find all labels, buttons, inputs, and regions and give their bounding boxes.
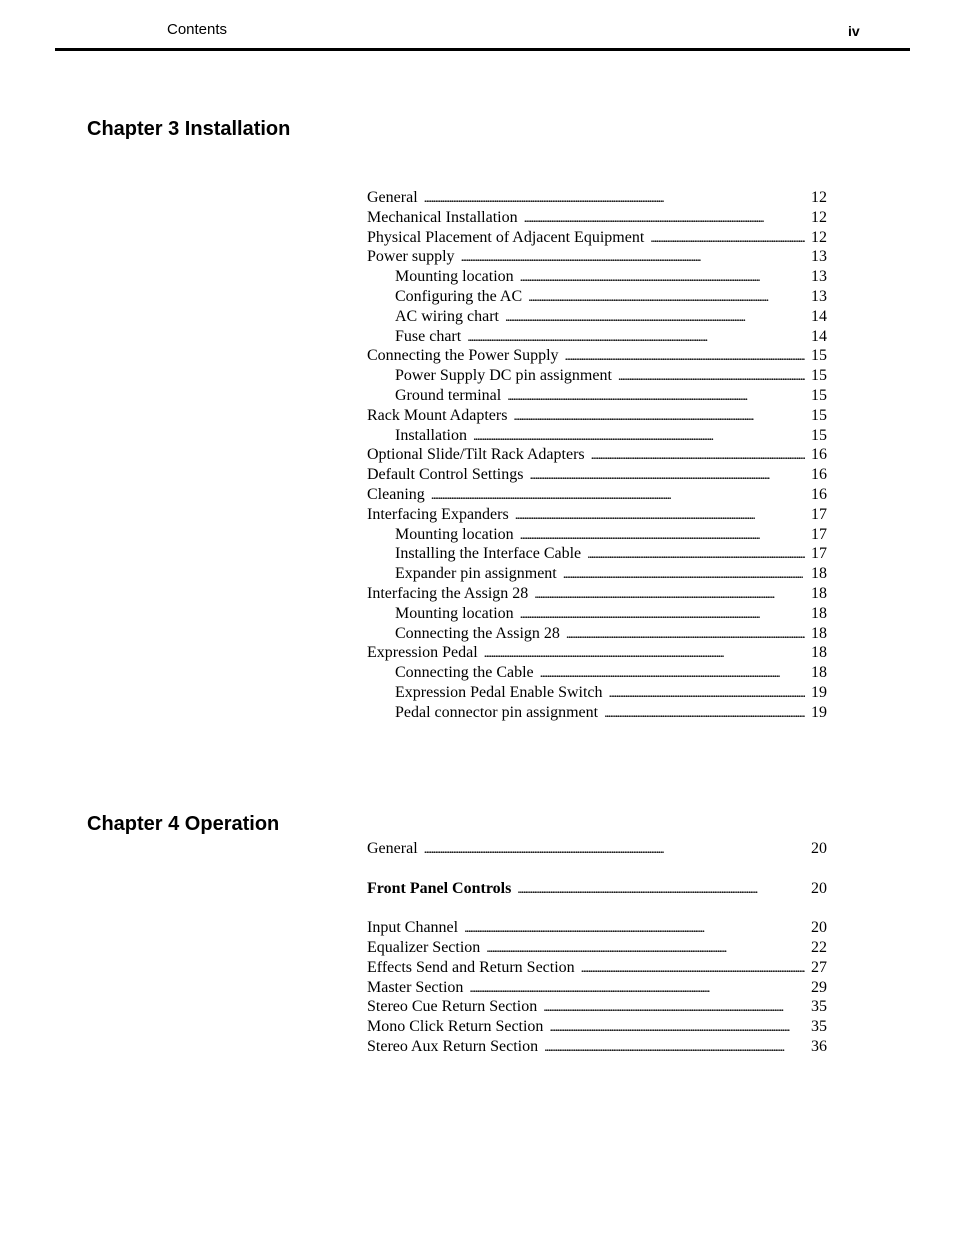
toc-entry-label: Equalizer Section xyxy=(367,938,481,956)
toc-entry[interactable] xyxy=(367,307,827,327)
toc-entry[interactable] xyxy=(367,445,827,465)
toc-entry-page: 14 xyxy=(811,327,827,345)
dot-leader xyxy=(644,228,805,249)
dot-leader xyxy=(518,208,805,229)
toc-entry[interactable] xyxy=(367,938,827,958)
toc-entry[interactable] xyxy=(367,624,827,644)
toc-entry-page: 17 xyxy=(811,545,827,563)
dot-leader xyxy=(522,287,805,308)
toc-entry-page: 16 xyxy=(811,466,827,484)
toc-entry-page: 29 xyxy=(811,978,827,996)
toc-entry[interactable] xyxy=(367,208,827,228)
dot-leader xyxy=(514,267,805,288)
header-rule xyxy=(55,48,910,51)
toc-entry-label: Ground terminal xyxy=(395,386,502,404)
chapter-3-toc xyxy=(367,188,827,723)
dot-leader xyxy=(560,624,805,645)
toc-entry[interactable] xyxy=(367,1037,827,1057)
toc-entry-label: Connecting the Assign 28 xyxy=(395,624,560,642)
toc-entry-label: Master Section xyxy=(367,978,464,996)
toc-entry-label: Cleaning xyxy=(367,485,425,503)
dot-leader xyxy=(514,525,805,546)
toc-entry-page: 18 xyxy=(811,584,827,602)
toc-entry-label: Installing the Interface Cable xyxy=(395,545,582,563)
toc-entry[interactable] xyxy=(367,366,827,386)
toc-entry[interactable] xyxy=(367,663,827,683)
dot-leader xyxy=(425,485,805,506)
toc-entry-page: 12 xyxy=(811,189,827,206)
dot-leader xyxy=(585,445,805,466)
toc-entry-label: Front Panel Controls xyxy=(367,879,512,897)
toc-entry-page: 35 xyxy=(811,1018,827,1036)
toc-entry-page: 15 xyxy=(811,426,827,444)
toc-entry[interactable] xyxy=(367,426,827,446)
dot-leader xyxy=(480,938,805,959)
toc-entry-label: Interfacing the Assign 28 xyxy=(367,584,529,602)
dot-leader xyxy=(507,406,805,427)
toc-entry[interactable] xyxy=(367,978,827,998)
toc-entry-page: 18 xyxy=(811,565,827,583)
dot-leader xyxy=(509,505,805,526)
toc-entry-page: 17 xyxy=(811,505,827,523)
dot-leader xyxy=(557,564,805,585)
toc-entry[interactable] xyxy=(367,287,827,307)
toc-entry-page: 13 xyxy=(811,268,827,286)
toc-entry-page: 12 xyxy=(811,228,827,246)
toc-entry-label: Effects Send and Return Section xyxy=(367,958,575,976)
toc-entry[interactable] xyxy=(367,958,827,978)
toc-entry-page: 16 xyxy=(811,446,827,464)
toc-entry-label: Interfacing Expanders xyxy=(367,505,509,523)
toc-entry[interactable] xyxy=(367,683,827,703)
dot-leader xyxy=(461,327,805,348)
dot-leader xyxy=(537,997,805,1018)
toc-entry-label: Optional Slide/Tilt Rack Adapters xyxy=(367,446,585,464)
toc-entry[interactable] xyxy=(367,188,827,208)
toc-entry-page: 15 xyxy=(811,386,827,404)
toc-entry-page: 27 xyxy=(811,958,827,976)
toc-entry-label: Expression Pedal Enable Switch xyxy=(395,683,603,701)
dot-leader xyxy=(581,544,805,565)
toc-entry-page: 15 xyxy=(811,347,827,365)
toc-entry-label: Expander pin assignment xyxy=(395,565,557,583)
toc-entry-page: 20 xyxy=(811,919,827,937)
toc-entry-page: 20 xyxy=(811,840,827,857)
toc-entry[interactable] xyxy=(367,564,827,584)
toc-entry-label: Stereo Aux Return Section xyxy=(367,1037,539,1055)
toc-entry-label: Power Supply DC pin assignment xyxy=(395,367,612,385)
toc-entry[interactable] xyxy=(367,346,827,366)
toc-entry-label: Connecting the Cable xyxy=(395,664,534,682)
toc-entry-page: 18 xyxy=(811,664,827,682)
dot-leader xyxy=(458,918,805,939)
toc-entry-page: 19 xyxy=(811,703,827,721)
toc-entry-label: Mono Click Return Section xyxy=(367,1018,544,1036)
toc-entry-label: Mounting location xyxy=(395,525,514,543)
page-number: iv xyxy=(848,23,860,39)
toc-entry[interactable] xyxy=(367,525,827,545)
toc-entry-page: 36 xyxy=(811,1037,827,1055)
toc-entry-label: Default Control Settings xyxy=(367,466,524,484)
toc-entry[interactable] xyxy=(367,267,827,287)
toc-entry[interactable] xyxy=(367,879,827,899)
dot-leader xyxy=(528,584,805,605)
toc-entry-label: Mechanical Installation xyxy=(367,208,518,226)
toc-entry[interactable] xyxy=(367,406,827,426)
toc-entry[interactable] xyxy=(367,839,827,859)
chapter-4-toc xyxy=(367,839,827,1057)
toc-entry-page: 15 xyxy=(811,367,827,385)
dot-leader xyxy=(514,604,805,625)
dot-leader xyxy=(478,643,805,664)
toc-entry-label: Installation xyxy=(395,426,467,444)
toc-entry[interactable] xyxy=(367,703,827,723)
dot-leader xyxy=(538,1037,805,1058)
toc-entry-page: 35 xyxy=(811,998,827,1016)
toc-entry[interactable] xyxy=(367,604,827,624)
toc-entry-page: 18 xyxy=(811,624,827,642)
dot-leader xyxy=(575,958,805,979)
chapter-3-heading: Chapter 3 Installation xyxy=(87,118,291,140)
dot-leader xyxy=(463,978,805,999)
dot-leader xyxy=(455,247,805,268)
toc-entry-label: General xyxy=(367,189,418,206)
toc-entry[interactable] xyxy=(367,505,827,525)
toc-entry-label: Rack Mount Adapters xyxy=(367,406,508,424)
toc-entry-page: 13 xyxy=(811,248,827,266)
toc-entry-page: 14 xyxy=(811,307,827,325)
dot-leader xyxy=(418,188,805,209)
dot-leader xyxy=(499,307,805,328)
dot-leader xyxy=(612,366,805,387)
toc-entry[interactable] xyxy=(367,584,827,604)
dot-leader xyxy=(511,879,805,900)
toc-entry-page: 16 xyxy=(811,485,827,503)
toc-entry[interactable] xyxy=(367,997,827,1017)
toc-entry-page: 20 xyxy=(811,879,827,897)
toc-entry-page: 18 xyxy=(811,604,827,622)
toc-entry-page: 18 xyxy=(811,644,827,662)
toc-entry-page: 13 xyxy=(811,287,827,305)
toc-entry-label: Fuse chart xyxy=(395,327,462,345)
dot-leader xyxy=(534,663,805,684)
toc-entry-label: Input Channel xyxy=(367,919,459,937)
toc-entry[interactable] xyxy=(367,544,827,564)
dot-leader xyxy=(418,839,805,860)
toc-entry-page: 12 xyxy=(811,208,827,226)
dot-leader xyxy=(559,346,805,367)
toc-entry-label: Expression Pedal xyxy=(367,644,478,662)
running-header-title: Contents xyxy=(167,21,228,38)
toc-entry[interactable] xyxy=(367,1017,827,1037)
toc-entry-label: Configuring the AC xyxy=(395,287,523,305)
toc-entry[interactable] xyxy=(367,465,827,485)
dot-leader xyxy=(598,703,805,724)
toc-entry-label: Connecting the Power Supply xyxy=(367,347,559,365)
toc-entry-label: AC wiring chart xyxy=(395,307,499,325)
toc-entry-page: 15 xyxy=(811,406,827,424)
toc-entry[interactable] xyxy=(367,327,827,347)
toc-entry[interactable] xyxy=(367,247,827,267)
toc-entry[interactable] xyxy=(367,386,827,406)
toc-entry-label: Mounting location xyxy=(395,604,514,622)
toc-entry-page: 19 xyxy=(811,683,827,701)
toc-entry-label: Mounting location xyxy=(395,268,514,286)
chapter-4-heading: Chapter 4 Operation xyxy=(87,813,280,835)
toc-entry-page: 17 xyxy=(811,525,827,543)
toc-entry-label: Stereo Cue Return Section xyxy=(367,998,538,1016)
toc-entry[interactable] xyxy=(367,918,827,938)
dot-leader xyxy=(501,386,805,407)
toc-entry-label: General xyxy=(367,840,418,857)
toc-entry-label: Physical Placement of Adjacent Equipment xyxy=(367,228,645,246)
dot-leader xyxy=(523,465,805,486)
toc-entry-label: Pedal connector pin assignment xyxy=(395,703,599,721)
toc-entry[interactable] xyxy=(367,485,827,505)
toc-entry[interactable] xyxy=(367,228,827,248)
toc-entry-page: 22 xyxy=(811,938,827,956)
dot-leader xyxy=(603,683,805,704)
dot-leader xyxy=(543,1017,805,1038)
toc-entry-label: Power supply xyxy=(367,248,455,266)
toc-entry[interactable] xyxy=(367,643,827,663)
dot-leader xyxy=(467,426,805,447)
